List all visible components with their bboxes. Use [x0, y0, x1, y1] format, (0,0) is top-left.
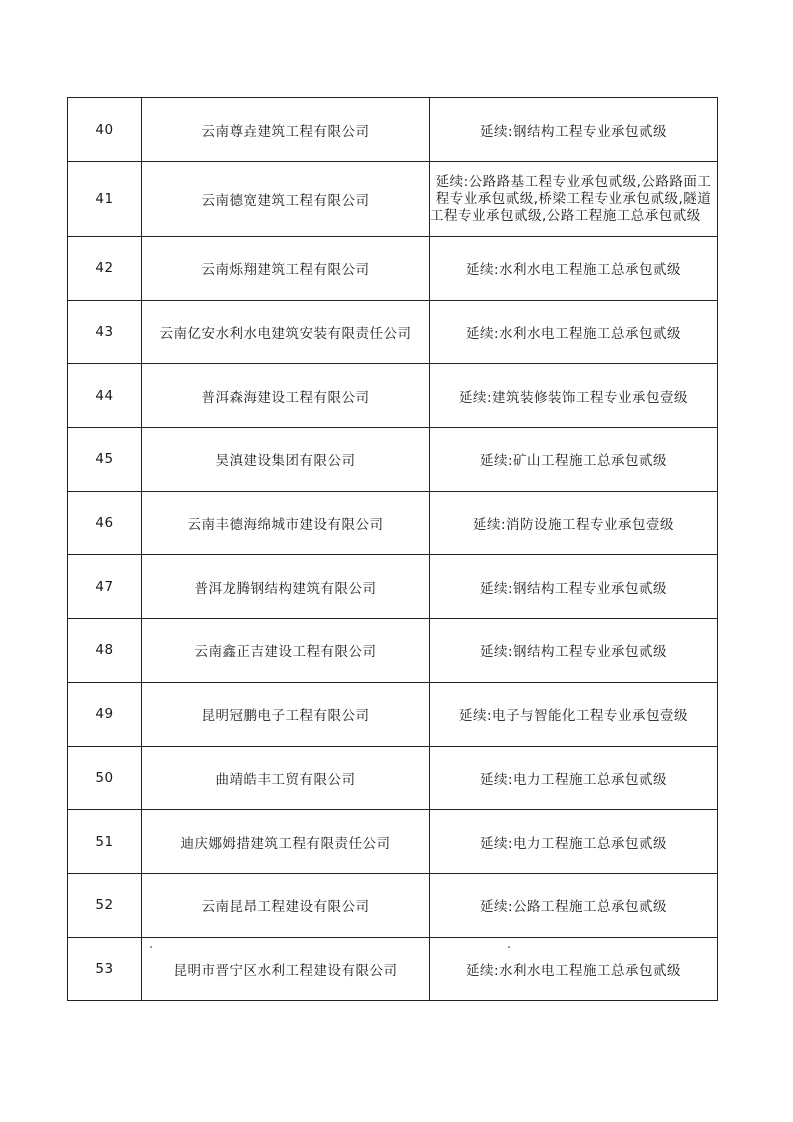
table-row — [68, 300, 718, 364]
row-number: 41 — [68, 162, 142, 237]
qualification-scope: 延续:建筑装修装饰工程专业承包壹级 — [430, 364, 718, 428]
table-row — [68, 873, 718, 937]
company-name: 昆明市晋宁区水利工程建设有限公司 — [142, 937, 430, 1001]
qualification-scope: 延续:水利水电工程施工总承包贰级 — [430, 937, 718, 1001]
qualification-scope: 延续:公路路基工程专业承包贰级,公路路面工程专业承包贰级,桥梁工程专业承包贰级,隧道工程专业承包贰级,公路工程施工总承包贰级 — [430, 162, 718, 237]
row-number: 40 — [68, 98, 142, 162]
table-row — [68, 810, 718, 874]
company-name: 云南丰德海绵城市建设有限公司 — [142, 491, 430, 555]
qualification-scope: 延续:电子与智能化工程专业承包壹级 — [430, 682, 718, 746]
qualification-scope: 延续:钢结构工程专业承包贰级 — [430, 555, 718, 619]
qualification-scope: 延续:水利水电工程施工总承包贰级 — [430, 300, 718, 364]
row-number: 46 — [68, 491, 142, 555]
table-row — [68, 237, 718, 301]
table-row — [68, 682, 718, 746]
company-name: 普洱龙腾钢结构建筑有限公司 — [142, 555, 430, 619]
table-row — [68, 937, 718, 1001]
row-number: 52 — [68, 873, 142, 937]
qualification-scope: 延续:钢结构工程专业承包贰级 — [430, 98, 718, 162]
row-number: 49 — [68, 682, 142, 746]
company-name: 云南亿安水利水电建筑安装有限责任公司 — [142, 300, 430, 364]
row-number: 43 — [68, 300, 142, 364]
row-number: 47 — [68, 555, 142, 619]
qualification-scope: 延续:电力工程施工总承包贰级 — [430, 746, 718, 810]
table-row — [68, 491, 718, 555]
company-name: 曲靖皓丰工贸有限公司 — [142, 746, 430, 810]
company-name: 云南德宽建筑工程有限公司 — [142, 162, 430, 237]
qualification-scope: 延续:电力工程施工总承包贰级 — [430, 810, 718, 874]
table-row — [68, 619, 718, 683]
row-number: 42 — [68, 237, 142, 301]
company-name: 普洱森海建设工程有限公司 — [142, 364, 430, 428]
table-row — [68, 428, 718, 492]
company-name: 云南鑫正吉建设工程有限公司 — [142, 619, 430, 683]
company-name: 迪庆娜姆措建筑工程有限责任公司 — [142, 810, 430, 874]
row-number: 48 — [68, 619, 142, 683]
row-number: 50 — [68, 746, 142, 810]
scan-speck — [508, 946, 510, 948]
qualification-scope: 延续:钢结构工程专业承包贰级 — [430, 619, 718, 683]
table-row — [68, 98, 718, 162]
row-number: 44 — [68, 364, 142, 428]
table-row — [68, 555, 718, 619]
qualification-table — [67, 97, 718, 1001]
table-row — [68, 364, 718, 428]
qualification-scope: 延续:消防设施工程专业承包壹级 — [430, 491, 718, 555]
company-name: 昆明冠鹏电子工程有限公司 — [142, 682, 430, 746]
table-row — [68, 162, 718, 237]
qualification-scope: 延续:公路工程施工总承包贰级 — [430, 873, 718, 937]
row-number: 53 — [68, 937, 142, 1001]
company-name: 昊滇建设集团有限公司 — [142, 428, 430, 492]
table-row — [68, 746, 718, 810]
qualification-scope: 延续:矿山工程施工总承包贰级 — [430, 428, 718, 492]
scan-speck — [150, 946, 152, 948]
row-number: 45 — [68, 428, 142, 492]
qualification-scope: 延续:水利水电工程施工总承包贰级 — [430, 237, 718, 301]
row-number: 51 — [68, 810, 142, 874]
company-name: 云南尊垚建筑工程有限公司 — [142, 98, 430, 162]
company-name: 云南昆昂工程建设有限公司 — [142, 873, 430, 937]
company-name: 云南烁翔建筑工程有限公司 — [142, 237, 430, 301]
